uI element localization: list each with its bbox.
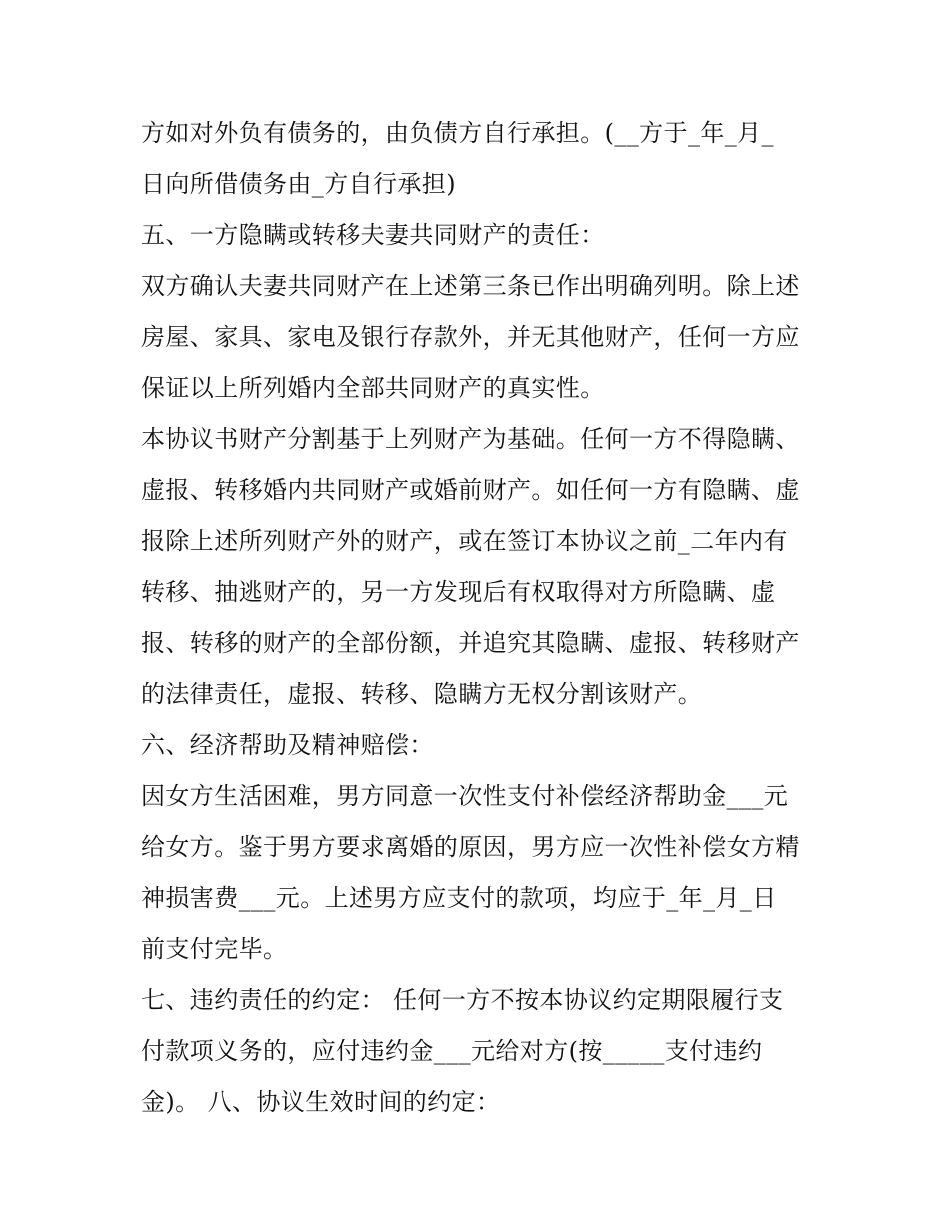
text-line: 给女方。鉴于男方要求离婚的原因，男方应一次性补偿女方精 xyxy=(141,833,800,861)
text-line: 的法律责任，虚报、转移、隐瞒方无权分割该财产。 xyxy=(141,680,703,708)
text-line: 房屋、家具、家电及银行存款外，并无其他财产，任何一方应 xyxy=(141,323,800,351)
text-line: 虚报、转移婚内共同财产或婚前财产。如任何一方有隐瞒、虚 xyxy=(141,476,800,504)
text-line: 金)。 八、协议生效时间的约定： xyxy=(141,1088,501,1116)
section-heading-5: 五、一方隐瞒或转移夫妻共同财产的责任： xyxy=(141,221,605,249)
text-line: 日向所借债务由_方自行承担) xyxy=(141,170,456,198)
section-heading-6: 六、经济帮助及精神赔偿： xyxy=(141,731,434,759)
document-body xyxy=(141,108,841,1128)
text-line: 神损害费___元。上述男方应支付的款项，均应于_年_月_日 xyxy=(141,884,777,912)
text-line: 本协议书财产分割基于上列财产为基础。任何一方不得隐瞒、 xyxy=(141,425,800,453)
text-line: 报、转移的财产的全部份额，并追究其隐瞒、虚报、转移财产 xyxy=(141,629,800,657)
section-heading-7: 七、违约责任的约定： 任何一方不按本协议约定期限履行支 xyxy=(141,986,784,1014)
text-line: 因女方生活困难，男方同意一次性支付补偿经济帮助金___元 xyxy=(141,782,789,810)
text-line: 保证以上所列婚内全部共同财产的真实性。 xyxy=(141,374,605,402)
text-line: 前支付完毕。 xyxy=(141,935,288,963)
text-line: 双方确认夫妻共同财产在上述第三条已作出明确列明。除上述 xyxy=(141,272,800,300)
text-line: 报除上述所列财产外的财产，或在签订本协议之前_二年内有 xyxy=(141,527,788,555)
text-line: 付款项义务的，应付违约金___元给对方(按_____支付违约 xyxy=(141,1037,763,1065)
text-line: 方如对外负有债务的，由负债方自行承担。(__方于_年_月_ xyxy=(141,119,774,147)
text-line: 转移、抽逃财产的，另一方发现后有权取得对方所隐瞒、虚 xyxy=(141,578,776,606)
